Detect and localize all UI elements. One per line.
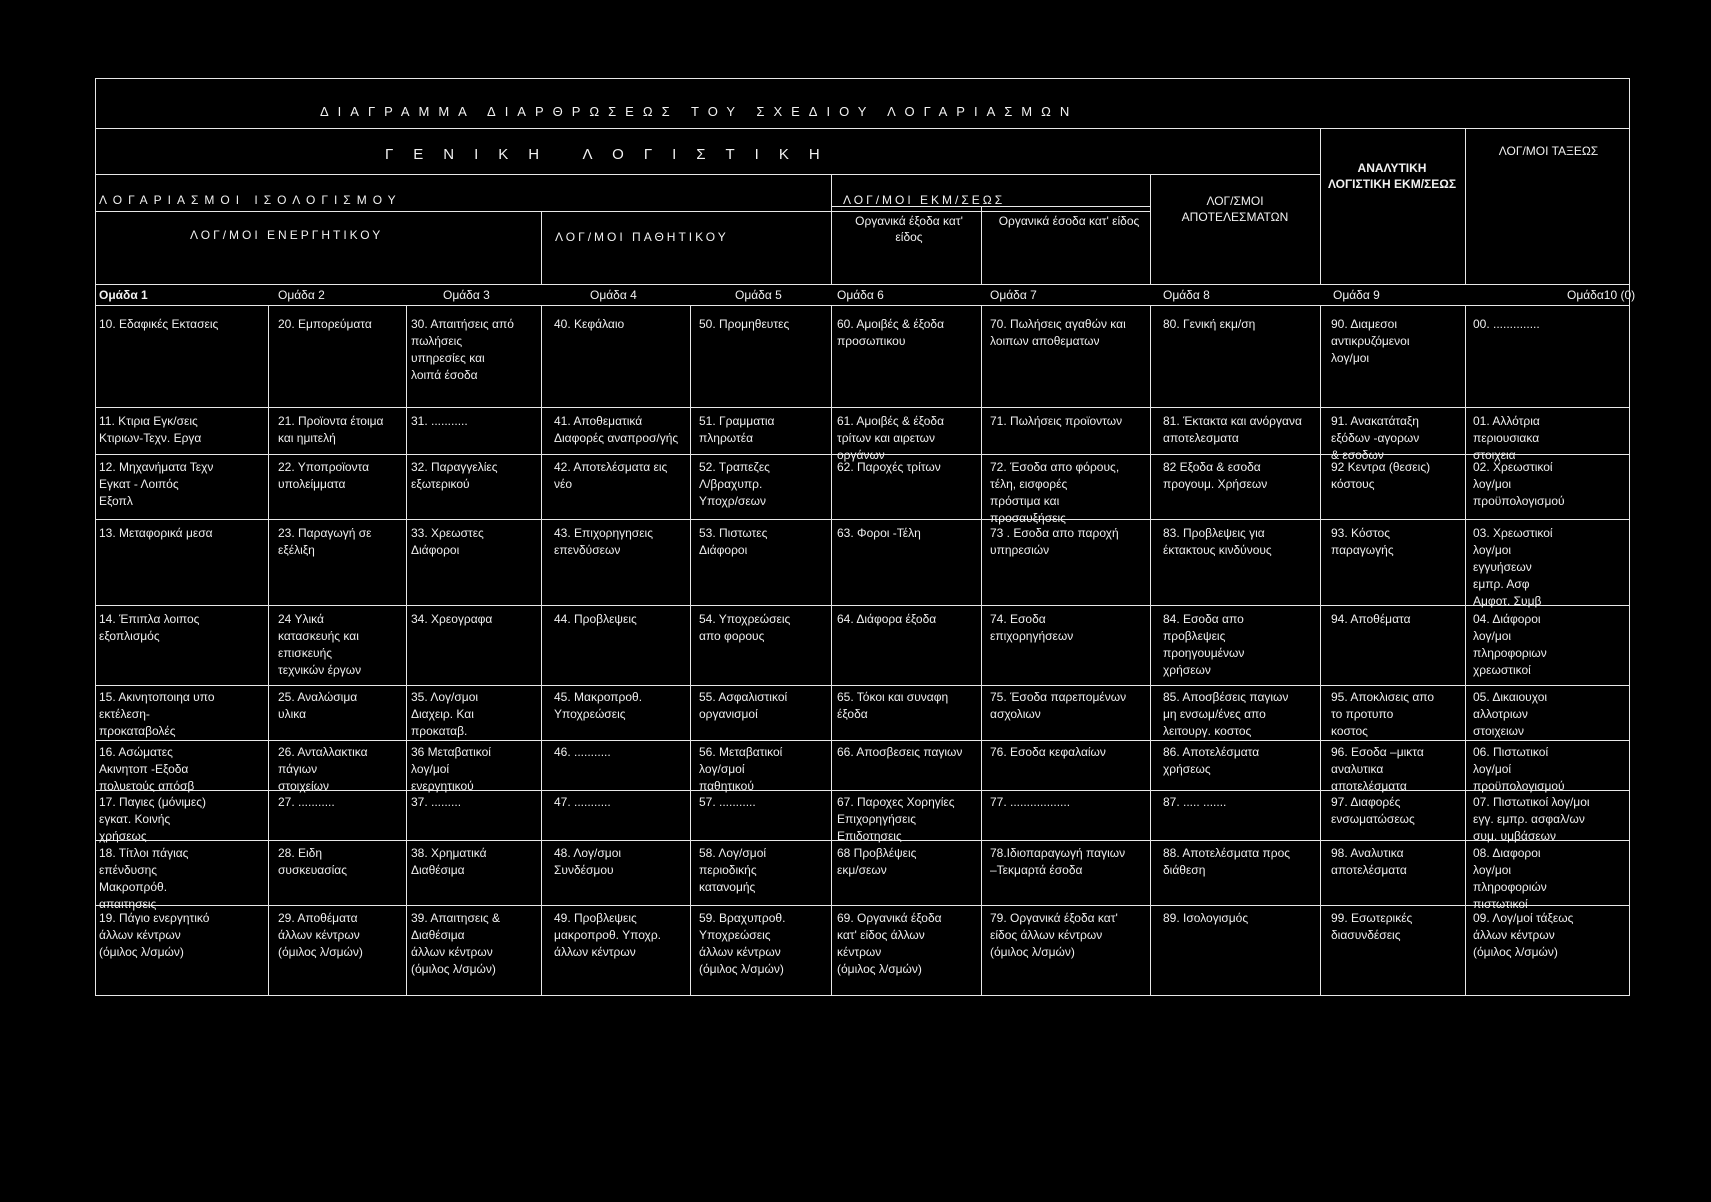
assets-header: ΛΟΓ/ΜΟΙ ΕΝΕΡΓΗΤΙΚΟΥ bbox=[190, 228, 384, 242]
account-cell: 97. Διαφορές ενσωματώσεως bbox=[1331, 795, 1415, 826]
account-cell: 59. Βραχυπροθ. Υποχρεώσεις άλλων κέντρων (όμιλος λ/σμών) bbox=[699, 911, 786, 976]
account-cell: 68 Προβλέψεις εκμ/σεων bbox=[837, 846, 917, 877]
account-cell: 60. Αμοιβές & έξοδα προσωπικου bbox=[837, 317, 945, 348]
account-cell: 86. Αποτελέσματα χρήσεως bbox=[1163, 745, 1260, 776]
account-cell: 88. Αποτελέσματα προς διάθεση bbox=[1163, 846, 1291, 877]
account-cell: 26. Ανταλλακτικα πάγιων στοιχείων bbox=[278, 745, 368, 793]
results-header: ΛΟΓ/ΣΜΟΙ ΑΠΟΤΕΛΕΣΜΑΤΩΝ bbox=[1181, 194, 1289, 224]
account-cell: 57. ........... bbox=[699, 795, 756, 809]
account-cell: 00. .............. bbox=[1473, 317, 1540, 331]
account-cell: 65. Τόκοι και συναφη έξοδα bbox=[837, 690, 949, 721]
account-cell: 99. Εσωτερικές διασυνδέσεις bbox=[1331, 911, 1413, 942]
account-cell: 41. Αποθεματικά Διαφορές αναπροσ/γής bbox=[554, 414, 679, 445]
account-cell: 39. Απαιτησεις & Διαθέσιμα άλλων κέντρων (όμιλος λ/σμών) bbox=[411, 911, 501, 976]
account-cell: 21. Προϊοντα έτοιμα και ημιτελή bbox=[278, 414, 384, 445]
account-cell: 72. Έσοδα απο φόρους, τέλη, εισφορές πρόστιμα και προσαυξήσεις bbox=[990, 460, 1120, 525]
account-cell: 35. Λογ/σμοι Διαχειρ. Και προκαταβ. bbox=[411, 690, 479, 738]
income-by-kind-header: Οργανικά έσοδα κατ' είδος bbox=[998, 214, 1140, 228]
account-cell: 81. Έκτακτα και ανόργανα αποτελεσματα bbox=[1163, 414, 1302, 445]
account-cell: 36 Μεταβατικοί λογ/μοί ενεργητικού bbox=[411, 745, 491, 793]
account-cell: 83. Προβλεψεις για έκτακτους κινδύνους bbox=[1163, 526, 1272, 557]
account-cell: 49. Προβλεψεις μακροπροθ. Υποχρ. άλλων κέντρων bbox=[554, 911, 662, 959]
account-cell: 66. Αποσβεσεις παγιων bbox=[837, 745, 963, 759]
cost-accounting-header: ΑΝΑΛΥΤΙΚΗ ΛΟΓΙΣΤΙΚΗ ΕΚΜ/ΣΕΩΣ bbox=[1327, 161, 1457, 191]
account-cell: 42. Αποτελέσματα εις νέο bbox=[554, 460, 668, 491]
account-cell: 03. Χρεωστικοί λογ/μοι εγγυήσεων εμπρ. Ασφ Αμφοτ. Συμβ bbox=[1473, 526, 1553, 608]
account-cell: 82 Εξοδα & εσοδα προγουμ. Χρήσεων bbox=[1163, 460, 1268, 491]
account-cell: 73 . Εσοδα απο παροχή υπηρεσιών bbox=[990, 526, 1119, 557]
account-cell: 45. Μακροπροθ. Υποχρεώσεις bbox=[554, 690, 643, 721]
accounts-plan-table bbox=[95, 78, 1636, 996]
account-cell: 17. Παγιες (μόνιμες) εγκατ. Κοινής χρήσεως bbox=[99, 795, 207, 843]
account-cell: 47. ........... bbox=[554, 795, 611, 809]
account-cell: 02. Χρεωστικοί λογ/μοι προϋπολογισμού bbox=[1473, 460, 1565, 508]
account-cell: 61. Αμοιβές & έξοδα τρίτων και αιρετων οργάνων bbox=[837, 414, 945, 462]
account-cell: 87. ..... ....... bbox=[1163, 795, 1227, 809]
account-cell: 92 Κεντρα (θεσεις) κόστους bbox=[1331, 460, 1431, 491]
account-cell: 34. Χρεογραφα bbox=[411, 612, 493, 626]
account-cell: 89. Ισολογισμός bbox=[1163, 911, 1249, 925]
account-cell: 31. ........... bbox=[411, 414, 468, 428]
account-cell: 56. Μεταβατικοί λογ/σμοί παθητικού bbox=[699, 745, 783, 793]
account-cell: 67. Παροχες Χορηγίες Επιχορηγήσεις Επιδοτησεις bbox=[837, 795, 955, 843]
account-cell: 05. Δικαιουχοι αλλοτριων στοιχειων bbox=[1473, 690, 1548, 738]
group-label: Ομάδα 5 bbox=[735, 288, 782, 302]
account-cell: 22. Υποπροϊοντα υπολείμματα bbox=[278, 460, 370, 491]
account-cell: 70. Πωλήσεις αγαθών και λοιπων αποθεματων bbox=[990, 317, 1126, 348]
order-accounts-header: ΛΟΓ/ΜΟΙ ΤΑΞΕΩΣ bbox=[1498, 144, 1599, 158]
account-cell: 76. Εσοδα κεφαλαίων bbox=[990, 745, 1106, 759]
account-cell: 20. Εμπορεύματα bbox=[278, 317, 372, 331]
account-cell: 01. Αλλότρια περιουσιακα στοιχεια bbox=[1473, 414, 1540, 462]
group-label: Ομάδα 7 bbox=[990, 288, 1037, 302]
account-cell: 98. Αναλυτικα αποτελέσματα bbox=[1331, 846, 1407, 877]
account-cell: 04. Διάφοροι λογ/μοι πληροφοριων χρεωστικοί bbox=[1473, 612, 1547, 677]
account-cell: 79. Οργανικά έξοδα κατ' είδος άλλων κέντρων (όμιλος λ/σμών) bbox=[990, 911, 1118, 959]
account-cell: 52. Τραπεζες Λ/βραχυπρ. Υποχρ/σεων bbox=[699, 460, 770, 508]
account-cell: 28. Ειδη συσκευασίας bbox=[278, 846, 348, 877]
group-label: Ομάδα 2 bbox=[278, 288, 325, 302]
account-cell: 09. Λογ/μοί τάξεως άλλων κέντρων (όμιλος λ/σμών) bbox=[1473, 911, 1574, 959]
group-label: Ομάδα 6 bbox=[837, 288, 884, 302]
account-cell: 74. Εσοδα επιχορηγήσεων bbox=[990, 612, 1074, 643]
group-label: Ομάδα 3 bbox=[443, 288, 490, 302]
account-cell: 64. Διάφορα έξοδα bbox=[837, 612, 937, 626]
group-label: Ομάδα 9 bbox=[1333, 288, 1380, 302]
account-cell: 38. Χρηματικά Διαθέσιμα bbox=[411, 846, 487, 877]
liabilities-header: ΛΟΓ/ΜΟΙ ΠΑΘΗΤΙΚΟΥ bbox=[555, 230, 729, 244]
account-cell: 29. Αποθέματα άλλων κέντρων (όμιλος λ/σμών) bbox=[278, 911, 363, 959]
account-cell: 25. Αναλώσιμα υλικα bbox=[278, 690, 358, 721]
account-cell: 63. Φοροι -Τέλη bbox=[837, 526, 921, 540]
account-cell: 44. Προβλεψεις bbox=[554, 612, 637, 626]
account-cell: 78.Ιδιοπαραγωγή παγιων –Τεκμαρτά έσοδα bbox=[990, 846, 1126, 877]
account-cell: 40. Κεφάλαιο bbox=[554, 317, 625, 331]
account-cell: 62. Παροχές τρίτων bbox=[837, 460, 941, 474]
account-cell: 91. Ανακατάταξη εξόδων -αγορων & εσοδων bbox=[1331, 414, 1420, 462]
balance-sheet-header: ΛΟΓΑΡΙΑΣΜΟΙ ΙΣΟΛΟΓΙΣΜΟΥ bbox=[99, 193, 402, 207]
group-label: Ομάδα 8 bbox=[1163, 288, 1210, 302]
account-cell: 93. Κόστος παραγωγής bbox=[1331, 526, 1394, 557]
account-cell: 46. ........... bbox=[554, 745, 611, 759]
account-cell: 13. Μεταφορικά μεσα bbox=[99, 526, 213, 540]
account-cell: 85. Αποσβέσεις παγιων μη ενσωμ/ένες απο λειτουργ. κοστος bbox=[1163, 690, 1289, 738]
account-cell: 55. Ασφαλιστικοί οργανισμοί bbox=[699, 690, 788, 721]
account-cell: 33. Χρεωστες Διάφοροι bbox=[411, 526, 484, 557]
account-cell: 43. Επιχορηγησεις επενδύσεων bbox=[554, 526, 653, 557]
account-cell: 96. Εσοδα –μικτα αναλυτικα αποτελέσματα bbox=[1331, 745, 1424, 793]
account-cell: 18. Τίτλοι πάγιας επένδυσης Μακροπρόθ. απαιτησεις bbox=[99, 846, 189, 911]
account-cell: 48. Λογ/σμοι Συνδέσμου bbox=[554, 846, 622, 877]
account-cell: 27. ........... bbox=[278, 795, 335, 809]
operations-header: ΛΟΓ/ΜΟΙ ΕΚΜ/ΣΕΩΣ bbox=[843, 193, 1006, 207]
group-label: Ομάδα 4 bbox=[590, 288, 637, 302]
expenses-by-kind-header: Οργανικά έξοδα κατ' είδος bbox=[855, 214, 963, 244]
account-cell: 77. .................. bbox=[990, 795, 1071, 809]
account-cell: 69. Οργανικά έξοδα κατ' είδος άλλων κέντρων (όμιλος λ/σμών) bbox=[837, 911, 942, 976]
account-cell: 37. ......... bbox=[411, 795, 462, 809]
account-cell: 19. Πάγιο ενεργητικό άλλων κέντρων (όμιλος λ/σμών) bbox=[99, 911, 210, 959]
account-cell: 08. Διαφοροι λογ/μοι πληροφοριών πιστωτικοί bbox=[1473, 846, 1547, 911]
account-cell: 84. Εσοδα απο προβλεψεις προηγουμένων χρήσεων bbox=[1163, 612, 1245, 677]
account-cell: 24 Υλικά κατασκευής και επισκευής τεχνικών έργων bbox=[278, 612, 362, 677]
account-cell: 10. Εδαφικές Εκτασεις bbox=[99, 317, 219, 331]
account-cell: 30. Απαιτήσεις από πωλήσεις υπηρεσίες και λοιπά έσοδα bbox=[411, 317, 514, 382]
account-cell: 50. Προμηθευτες bbox=[699, 317, 790, 331]
general-accounting-header: ΓΕΝΙΚΗ ΛΟΓΙΣΤΙΚΗ bbox=[385, 146, 840, 163]
account-cell: 58. Λογ/σμοί περιοδικής κατανομής bbox=[699, 846, 767, 894]
diagram-title: ΔΙΑΓΡΑΜΜΑ ΔΙΑΡΘΡΩΣΕΩΣ ΤΟΥ ΣΧΕΔΙΟΥ ΛΟΓΑΡΙΑΣΜΩΝ bbox=[320, 104, 1079, 119]
account-cell: 12. Μηχανήματα Τεχν Εγκατ - Λοιπός Εξοπλ bbox=[99, 460, 214, 508]
account-cell: 53. Πιστωτες Διάφοροι bbox=[699, 526, 768, 557]
group-label: Ομάδα 1 bbox=[99, 288, 148, 302]
account-cell: 54. Υποχρεώσεις απο φορους bbox=[699, 612, 791, 643]
account-cell: 90. Διαμεσοι αντικρυζόμενοι λογ/μοι bbox=[1331, 317, 1410, 365]
account-cell: 11. Κτιρια Εγκ/σεις Κτιριων-Τεχν. Εργα bbox=[99, 414, 202, 445]
account-cell: 32. Παραγγελίες εξωτερικού bbox=[411, 460, 498, 491]
account-cell: 07. Πιστωτικοί λογ/μοι εγγ. εμπρ. ασφαλ/ων συμ. υμβάσεων bbox=[1473, 795, 1590, 843]
account-cell: 15. Ακινητοποιηα υπο εκτέλεση- προκαταβολές bbox=[99, 690, 215, 738]
account-cell: 71. Πωλήσεις προϊοντων bbox=[990, 414, 1123, 428]
account-cell: 95. Αποκλισεις απο το προτυπο κοστος bbox=[1331, 690, 1435, 738]
account-cell: 06. Πιστωτικοί λογ/μοί προϋπολογισμού bbox=[1473, 745, 1565, 793]
account-cell: 94. Αποθέματα bbox=[1331, 612, 1411, 626]
group-label: Ομάδα10 (0) bbox=[1567, 288, 1636, 302]
account-cell: 23. Παραγωγή σε εξέλιξη bbox=[278, 526, 372, 557]
account-cell: 80. Γενική εκμ/ση bbox=[1163, 317, 1256, 331]
account-cell: 75. Έσοδα παρεπομένων ασχολιων bbox=[990, 690, 1127, 721]
account-cell: 51. Γραμματια πληρωτέα bbox=[699, 414, 775, 445]
account-cell: 14. Έπιπλα λοιπος εξοπλισμός bbox=[99, 612, 200, 643]
account-cell: 16. Ασώματες Ακινητοπ -Εξοδα πολυετούς απόσβ bbox=[99, 745, 195, 793]
